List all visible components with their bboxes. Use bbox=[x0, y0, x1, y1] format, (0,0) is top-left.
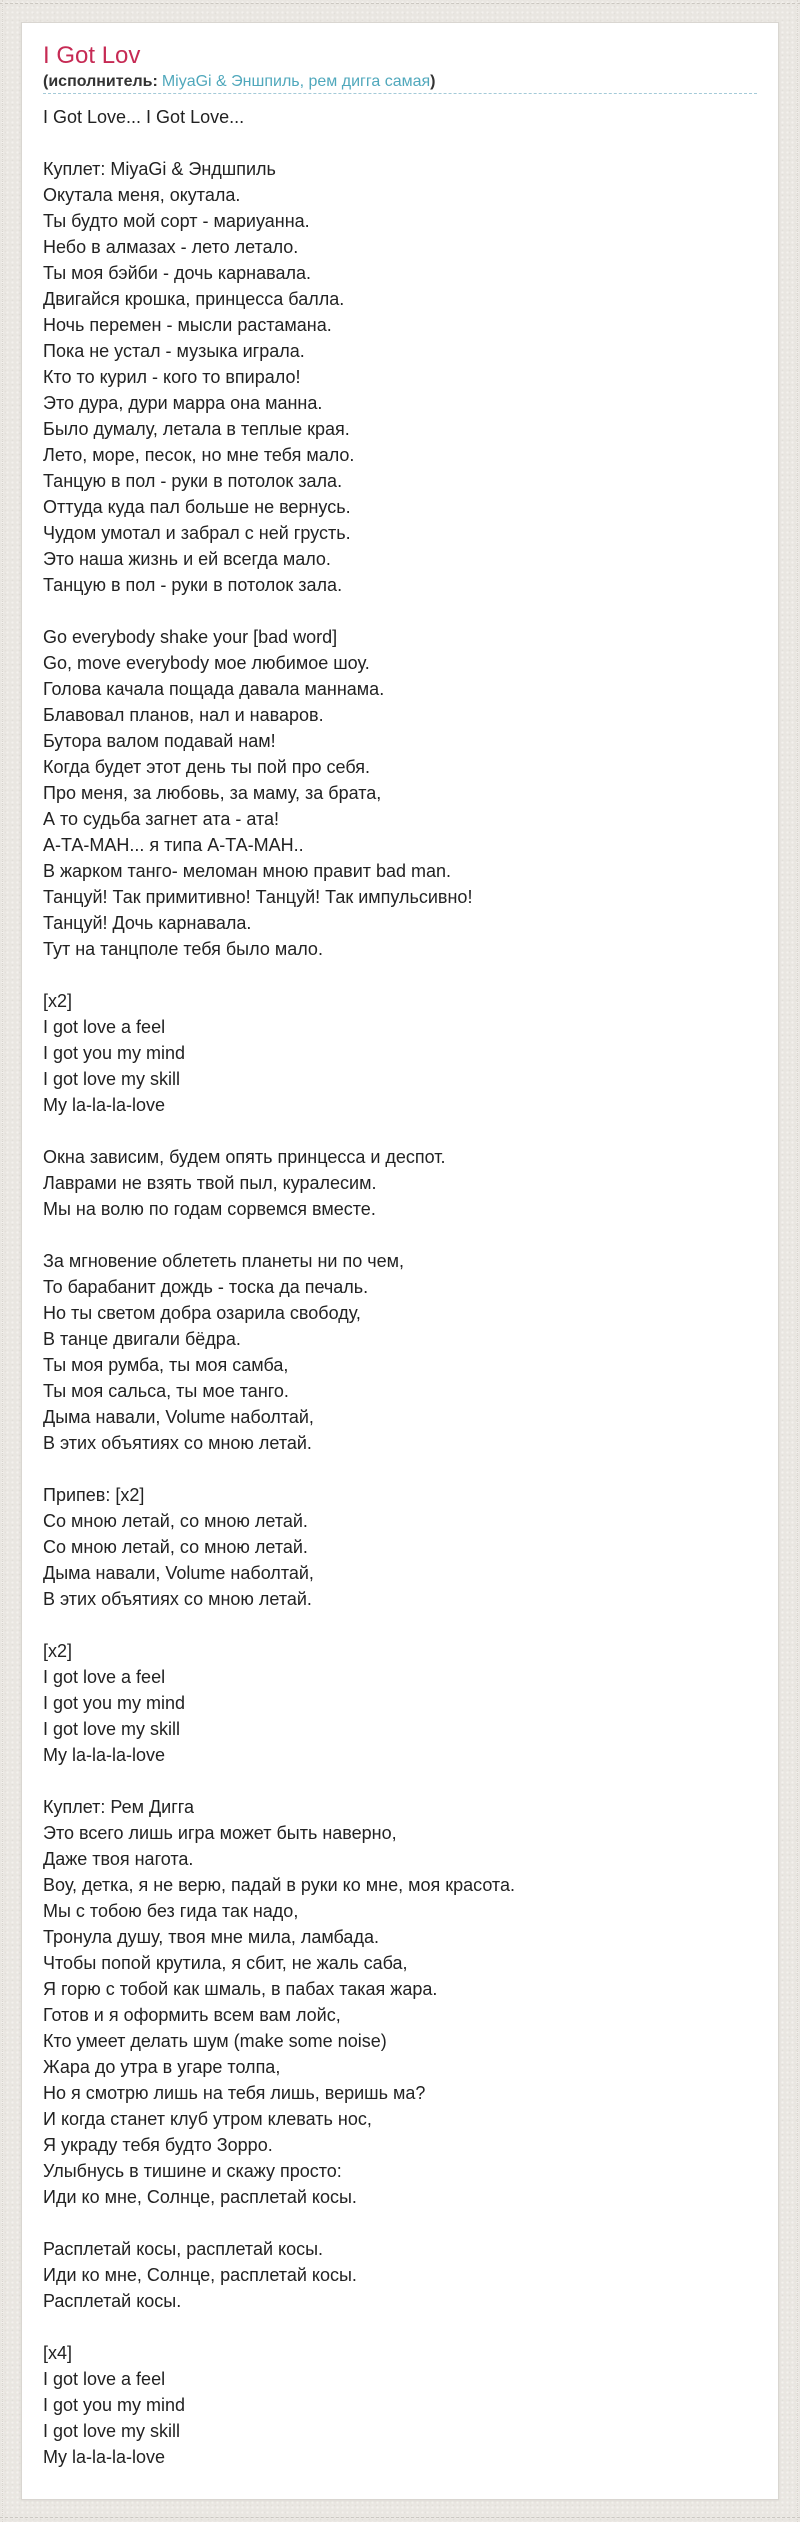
lyric-line: Со мною летай, со мною летай. bbox=[43, 1537, 308, 1557]
lyric-line bbox=[43, 1612, 757, 1638]
lyric-line bbox=[43, 1456, 757, 1482]
lyric-line: И когда станет клуб утром клевать нос, bbox=[43, 2109, 372, 2129]
lyric-line: Пока не устал - музыка играла. bbox=[43, 341, 305, 361]
lyric-line: Иди ко мне, Солнце, расплетай косы. bbox=[43, 2265, 357, 2285]
lyric-line: I got you my mind bbox=[43, 2395, 186, 2415]
lyric-line: А то судьба загнет ата - ата! bbox=[43, 809, 280, 829]
lyric-line: Дыма навали, Volume наболтай, bbox=[43, 1563, 314, 1583]
lyric-line: Окутала меня, окутала. bbox=[43, 185, 241, 205]
lyric-line: I got you my mind bbox=[43, 1043, 186, 1063]
lyric-line: Воу, детка, я не верю, падай в руки ко мне, моя красота. bbox=[43, 1875, 515, 1895]
lyric-line: Кто умеет делать шум (make some noise) bbox=[43, 2031, 387, 2051]
lyric-line: [x4] bbox=[43, 2343, 73, 2363]
lyric-line: Танцую в пол - руки в потолок зала. bbox=[43, 575, 343, 595]
lyrics-text bbox=[43, 104, 757, 2470]
lyric-line: I got love my skill bbox=[43, 2421, 181, 2441]
lyric-line: Ты моя сальса, ты мое танго. bbox=[43, 1381, 289, 1401]
lyric-line: Ты будто мой сорт - мариуанна. bbox=[43, 211, 310, 231]
lyric-line: My la-la-la-love bbox=[43, 1745, 166, 1765]
lyric-line: Готов и я оформить всем вам лойс, bbox=[43, 2005, 341, 2025]
lyric-line: Жара до утра в угаре толпа, bbox=[43, 2057, 281, 2077]
page-border-left bbox=[2, 0, 3, 2522]
lyric-line: Со мною летай, со мною летай. bbox=[43, 1511, 308, 1531]
lyric-line: Я горю с тобой как шмаль, в пабах такая жара. bbox=[43, 1979, 438, 1999]
artist-line bbox=[43, 73, 757, 94]
artist-label-close: ) bbox=[430, 73, 436, 90]
lyric-line: То барабанит дождь - тоска да печаль. bbox=[43, 1277, 369, 1297]
artist-label: (исполнитель: bbox=[43, 73, 158, 90]
lyric-line: Кто то курил - кого то впирало! bbox=[43, 367, 301, 387]
lyric-line bbox=[43, 1768, 757, 1794]
lyric-line: I got love my skill bbox=[43, 1069, 181, 1089]
lyric-line: Это наша жизнь и ей всегда мало. bbox=[43, 549, 331, 569]
lyrics-card-inner bbox=[22, 23, 778, 2470]
lyric-line: А-ТА-МАН... я типа А-ТА-МАН.. bbox=[43, 835, 304, 855]
lyric-line: Даже твоя нагота. bbox=[43, 1849, 194, 1869]
song-title: I Got Lov bbox=[43, 42, 141, 69]
lyric-line: Про меня, за любовь, за маму, за брата, bbox=[43, 783, 382, 803]
lyric-line: Куплет: Рем Дигга bbox=[43, 1797, 194, 1817]
lyric-line: Мы на волю по годам сорвемся вместе. bbox=[43, 1199, 376, 1219]
page-border-bottom bbox=[0, 2517, 800, 2518]
lyric-line: Расплетай косы, расплетай косы. bbox=[43, 2239, 324, 2259]
lyric-line: I got love a feel bbox=[43, 1017, 166, 1037]
lyric-line: Окна зависим, будем опять принцесса и деспот. bbox=[43, 1147, 446, 1167]
lyric-line: Это дура, дури марра она манна. bbox=[43, 393, 323, 413]
lyric-line bbox=[43, 962, 757, 988]
lyric-line: Дыма навали, Volume наболтай, bbox=[43, 1407, 314, 1427]
lyric-line bbox=[43, 598, 757, 624]
lyric-line: Я украду тебя будто Зорро. bbox=[43, 2135, 273, 2155]
lyric-line: Go everybody shake your [bad word] bbox=[43, 627, 338, 647]
lyric-line: Тут на танцполе тебя было мало. bbox=[43, 939, 323, 959]
lyric-line: В этих объятиях со мною летай. bbox=[43, 1433, 312, 1453]
lyric-line: Было думалу, летала в теплые края. bbox=[43, 419, 350, 439]
lyric-line: Танцую в пол - руки в потолок зала. bbox=[43, 471, 343, 491]
lyric-line: Это всего лишь игра может быть наверно, bbox=[43, 1823, 397, 1843]
lyric-line: Лаврами не взять твой пыл, куралесим. bbox=[43, 1173, 377, 1193]
lyric-line: Но ты светом добра озарила свободу, bbox=[43, 1303, 361, 1323]
page-border-right bbox=[797, 0, 798, 2522]
lyric-line: За мгновение облететь планеты ни по чем, bbox=[43, 1251, 404, 1271]
lyric-line bbox=[43, 130, 757, 156]
lyric-line: Когда будет этот день ты пой про себя. bbox=[43, 757, 371, 777]
lyric-line: Блавовал планов, нал и наваров. bbox=[43, 705, 324, 725]
lyric-line bbox=[43, 2314, 757, 2340]
lyric-line: Расплетай косы. bbox=[43, 2291, 182, 2311]
lyric-line: My la-la-la-love bbox=[43, 2447, 166, 2467]
lyric-line: В танце двигали бёдра. bbox=[43, 1329, 241, 1349]
lyric-line: Ты моя бэйби - дочь карнавала. bbox=[43, 263, 311, 283]
artist-link[interactable]: MiyaGi & Эншпиль, рем дигга самая bbox=[161, 73, 431, 90]
lyric-line: I got you my mind bbox=[43, 1693, 186, 1713]
lyric-line: Тронула душу, твоя мне мила, ламбада. bbox=[43, 1927, 379, 1947]
lyric-line: My la-la-la-love bbox=[43, 1095, 166, 1115]
page-border-top bbox=[0, 3, 800, 4]
lyric-line: Но я смотрю лишь на тебя лишь, веришь ма? bbox=[43, 2083, 426, 2103]
lyric-line: Улыбнусь в тишине и скажу просто: bbox=[43, 2161, 342, 2181]
lyric-line: Мы с тобою без гида так надо, bbox=[43, 1901, 299, 1921]
lyric-line: I got love my skill bbox=[43, 1719, 181, 1739]
lyric-line: Go, move everybody мое любимое шоу. bbox=[43, 653, 370, 673]
lyric-line: Чтобы попой крутила, я сбит, не жаль саба, bbox=[43, 1953, 408, 1973]
lyric-line: Чудом умотал и забрал с ней грусть. bbox=[43, 523, 351, 543]
lyrics-card bbox=[21, 22, 779, 2500]
lyric-line: Голова качала пощада давала маннама. bbox=[43, 679, 385, 699]
lyric-line: Припев: [x2] bbox=[43, 1485, 145, 1505]
lyric-line bbox=[43, 1118, 757, 1144]
lyric-line: I got love a feel bbox=[43, 1667, 166, 1687]
lyric-line: [x2] bbox=[43, 1641, 73, 1661]
lyric-line bbox=[43, 1222, 757, 1248]
lyric-line: Танцуй! Так примитивно! Танцуй! Так импульсивно! bbox=[43, 887, 473, 907]
lyric-line: I Got Love... I Got Love... bbox=[43, 107, 245, 127]
lyric-line: Танцуй! Дочь карнавала. bbox=[43, 913, 252, 933]
lyric-line: [x2] bbox=[43, 991, 73, 1011]
lyric-line: I got love a feel bbox=[43, 2369, 166, 2389]
lyric-line: Куплет: MiyaGi & Эндшпиль bbox=[43, 159, 276, 179]
lyric-line bbox=[43, 2210, 757, 2236]
lyric-line: Двигайся крошка, принцесса балла. bbox=[43, 289, 345, 309]
lyric-line: Ты моя румба, ты моя самба, bbox=[43, 1355, 289, 1375]
lyric-line: Лето, море, песок, но мне тебя мало. bbox=[43, 445, 355, 465]
lyric-line: В жарком танго- меломан мною правит bad man. bbox=[43, 861, 452, 881]
lyric-line: Небо в алмазах - лето летало. bbox=[43, 237, 299, 257]
lyric-line: Оттуда куда пал больше не вернусь. bbox=[43, 497, 351, 517]
lyric-line: Иди ко мне, Солнце, расплетай косы. bbox=[43, 2187, 357, 2207]
lyric-line: В этих объятиях со мною летай. bbox=[43, 1589, 312, 1609]
lyric-line: Ночь перемен - мысли растамана. bbox=[43, 315, 332, 335]
lyric-line: Бутора валом подавай нам! bbox=[43, 731, 276, 751]
